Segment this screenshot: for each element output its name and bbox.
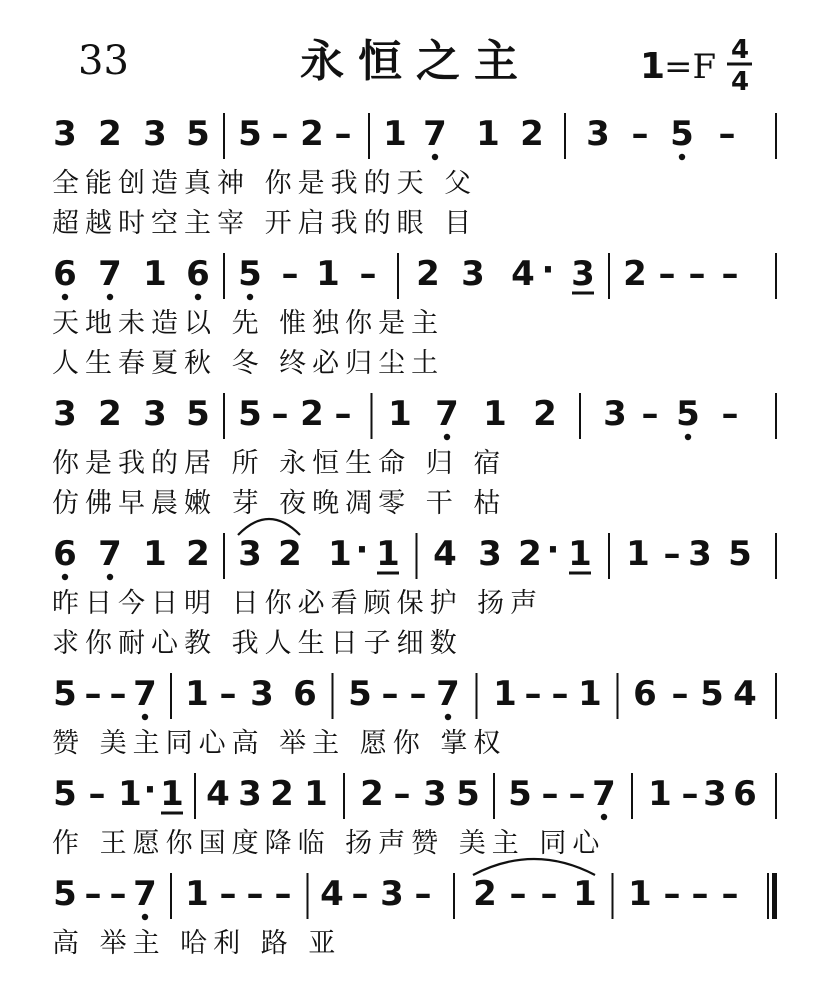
lyric-line: 赞 美主同心高 举主 愿你 掌权 [52,728,507,759]
dash: – [414,874,432,914]
dash: – [541,774,559,814]
note-digit: 2 [623,254,647,294]
note-digit: 5 [53,874,77,914]
octave-dot-below [685,434,691,440]
note-digit: 6 [633,674,657,714]
dash: – [658,254,676,294]
note-digit: 6 [53,534,77,574]
dash: – [109,874,127,914]
note-digit: 5 [238,254,262,294]
dash: – [663,534,681,574]
note-digit: 1 [376,534,400,574]
note-digit: 2 [473,874,497,914]
lyric-line: 仿佛早晨嫩 芽 夜晚凋零 干 枯 [52,488,507,519]
slur [473,859,595,875]
note-digit: 3 [238,534,262,574]
dash: – [274,874,292,914]
note-digit: 4 [733,674,757,714]
dash: – [688,254,706,294]
octave-dot-below [142,714,148,720]
note-digit: 1 [383,114,407,154]
note-digit: 2 [520,114,544,154]
dash: – [393,774,411,814]
note-digit: 5 [508,774,532,814]
note-digit: 6 [53,254,77,294]
note-digit: 1 [143,254,167,294]
dash: – [84,674,102,714]
dash: – [351,874,369,914]
octave-dot-below [142,914,148,920]
dash: – [721,254,739,294]
lyric-line: 人生春夏秋 冬 终必归尘土 [52,348,445,379]
note-digit: 1 [493,674,517,714]
note-digit: 3 [380,874,404,914]
note-digit: 7 [98,534,122,574]
note-digit: 5 [238,114,262,154]
system-4 [52,519,776,659]
system-3 [52,393,776,519]
note-digit: 4 [320,874,344,914]
note-digit: 1 [160,774,184,814]
song-title: 永恒之主 [300,36,532,87]
dash: – [671,674,689,714]
dash: – [524,674,542,714]
dash: – [334,394,352,434]
lyric-line: 高 举主 哈利 路 亚 [52,928,342,959]
dash: – [718,114,736,154]
song-number: 33 [78,38,129,84]
note-digit: 2 [533,394,557,434]
note-digit: 3 [250,674,274,714]
note-digit: 2 [300,394,324,434]
octave-dot-below [62,574,68,580]
dash: – [334,114,352,154]
note-digit: 1 [578,674,602,714]
dash: – [88,774,106,814]
note-digit: 2 [300,114,324,154]
note-digit: 2 [270,774,294,814]
octave-dot-below [432,154,438,160]
note-digit: 7 [592,774,616,814]
lyric-line: 天地未造以 先 惟独你是主 [52,308,445,339]
note-digit: 1 [628,874,652,914]
note-digit: 1 [626,534,650,574]
note-digit: 5 [53,674,77,714]
note-digit: 7 [98,254,122,294]
slur [238,519,300,535]
note-digit: 3 [688,534,712,574]
note-digit: 4 [511,254,535,294]
dash: – [219,874,237,914]
lyric-line: 超越时空主宰 开启我的眼 目 [52,208,478,239]
dash: – [271,114,289,154]
note-digit: 3 [53,114,77,154]
dash: – [509,874,527,914]
note-digit: 7 [423,114,447,154]
notation-systems [52,113,776,959]
octave-dot-below [445,714,451,720]
note-digit: 5 [700,674,724,714]
key-signature: =F [664,47,717,87]
note-digit: 6 [186,254,210,294]
note-digit: 2 [186,534,210,574]
note-digit: 3 [423,774,447,814]
dash: – [551,674,569,714]
note-digit: 5 [348,674,372,714]
system-5 [52,673,776,759]
note-digit: 1 [388,394,412,434]
note-digit: 1 [568,534,592,574]
note-digit: 2 [360,774,384,814]
note-digit: 7 [436,674,460,714]
note-digit: 1 [143,534,167,574]
note-digit: 6 [293,674,317,714]
note-digit: 2 [98,114,122,154]
dot: · [355,530,369,570]
note-digit: 7 [435,394,459,434]
system-7 [52,859,776,959]
note-digit: 2 [416,254,440,294]
lyric-line: 求你耐心教 我人生日子细数 [52,628,463,659]
note-digit: 5 [186,394,210,434]
dash: – [721,874,739,914]
time-signature [727,35,752,97]
note-digit: 5 [186,114,210,154]
note-digit: 1 [476,114,500,154]
dash: – [568,774,586,814]
note-digit: 1 [483,394,507,434]
note-digit: 3 [143,114,167,154]
octave-dot-below [107,294,113,300]
system-2 [52,250,776,379]
note-digit: 3 [703,774,727,814]
note-digit: 4 [433,534,457,574]
dash: – [681,774,699,814]
note-digit: 3 [478,534,502,574]
octave-dot-below [247,294,253,300]
note-digit: 3 [53,394,77,434]
dash: – [409,674,427,714]
note-digit: 2 [518,534,542,574]
dash: – [721,394,739,434]
note-digit: 5 [53,774,77,814]
key-one: 1 [640,46,666,87]
dash: – [641,394,659,434]
note-digit: 1 [185,874,209,914]
octave-dot-below [601,814,607,820]
note-digit: 5 [238,394,262,434]
lyric-line: 作 王愿你国度降临 扬声赞 美主 同心 [52,828,606,859]
note-digit: 3 [143,394,167,434]
note-digit: 3 [603,394,627,434]
note-digit: 1 [648,774,672,814]
note-digit: 6 [733,774,757,814]
dash: – [381,674,399,714]
note-digit: 1 [185,674,209,714]
note-digit: 3 [238,774,262,814]
dash: – [246,874,264,914]
octave-dot-below [195,294,201,300]
note-digit: 1 [118,774,142,814]
note-digit: 3 [461,254,485,294]
note-digit: 5 [676,394,700,434]
note-digit: 4 [206,774,230,814]
dash: – [631,114,649,154]
dot: · [541,250,555,290]
lyric-line: 全能创造真神 你是我的天 父 [52,168,478,199]
dash: – [540,874,558,914]
octave-dot-below [444,434,450,440]
meter-bottom: 4 [731,67,750,97]
dash: – [109,674,127,714]
system-1 [52,113,776,239]
dash: – [663,874,681,914]
meter-top: 4 [731,35,750,65]
system-6 [52,770,776,859]
dash: – [359,254,377,294]
dot: · [143,770,157,810]
note-digit: 1 [573,874,597,914]
octave-dot-below [679,154,685,160]
note-digit: 7 [133,874,157,914]
note-digit: 7 [133,674,157,714]
dash: – [271,394,289,434]
note-digit: 2 [98,394,122,434]
note-digit: 1 [304,774,328,814]
note-digit: 2 [278,534,302,574]
dash: – [691,874,709,914]
octave-dot-below [107,574,113,580]
note-digit: 1 [328,534,352,574]
note-digit: 3 [571,254,595,294]
dash: – [219,674,237,714]
dash: – [84,874,102,914]
lyric-line: 你是我的居 所 永恒生命 归 宿 [52,448,507,479]
octave-dot-below [62,294,68,300]
note-digit: 5 [728,534,752,574]
note-digit: 5 [670,114,694,154]
lyric-line: 昨日今日明 日你必看顾保护 扬声 [52,588,544,619]
dash: – [281,254,299,294]
note-digit: 3 [586,114,610,154]
dot: · [546,530,560,570]
note-digit: 1 [316,254,340,294]
note-digit: 5 [456,774,480,814]
